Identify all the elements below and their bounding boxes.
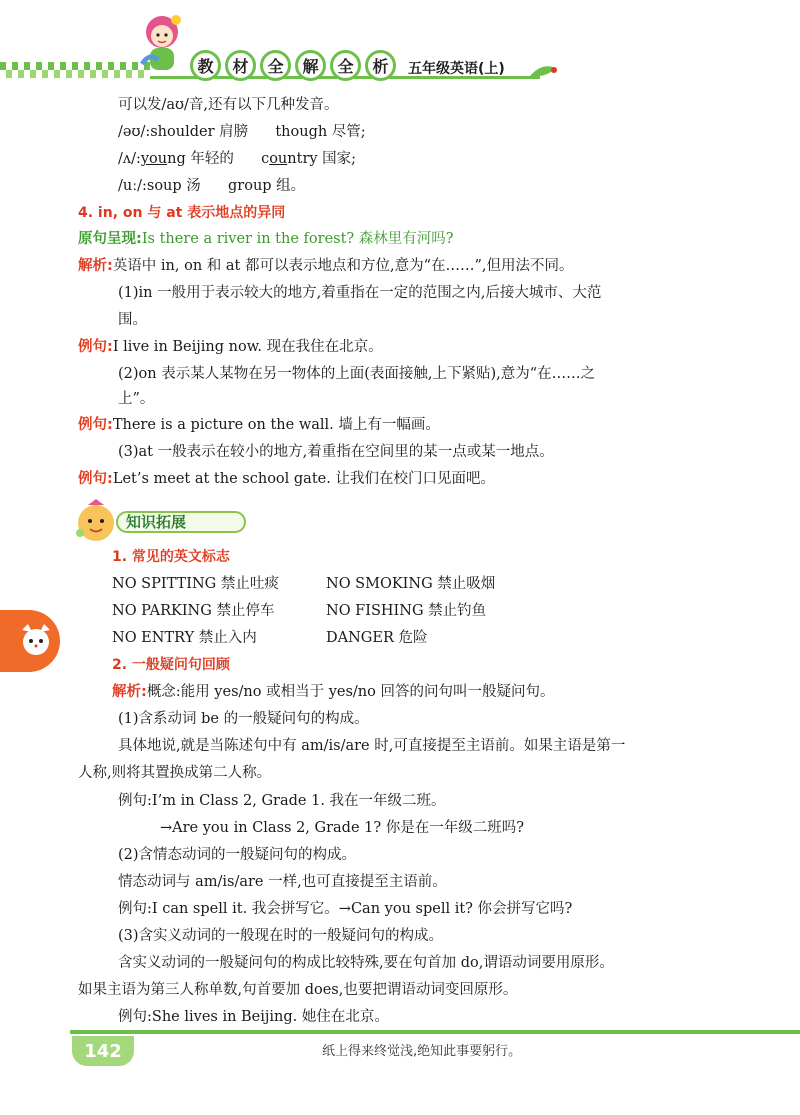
- phonetic-example: though 尽管;: [275, 124, 366, 140]
- example-label: 例句:: [78, 417, 113, 433]
- text-line: (2)含情态动词的一般疑问句的构成。: [118, 847, 357, 863]
- underlined-letters: you: [140, 151, 168, 167]
- analysis-text: 英语中 in, on 和 at 都可以表示地点和方位,意为“在……”,但用法不同。: [112, 258, 574, 274]
- example-text: There is a picture on the wall. 墙上有一幅画。: [112, 417, 440, 433]
- definition-line: [112, 681, 554, 703]
- title-char: 教: [190, 50, 221, 81]
- banner-title: 知识拓展: [126, 513, 187, 531]
- page-header: [0, 0, 800, 95]
- example-line: 例句:She lives in Beijing. 她住在北京。: [118, 1009, 389, 1025]
- example-line: 例句:I can spell it. 我会拼写它。→Can you spell it? 你会拼写它吗?: [118, 901, 573, 917]
- header-title: [190, 50, 396, 81]
- text-line: (1)含系动词 be 的一般疑问句的构成。: [118, 711, 369, 727]
- text-line: 可以发/aʊ/音,还有以下几种发音。: [118, 97, 339, 113]
- definition-text: 概念:能用 yes/no 或相当于 yes/no 回答的问句叫一般疑问句。: [146, 684, 555, 700]
- subsection-heading: 2. 一般疑问句回顾: [112, 657, 230, 673]
- knowledge-banner: [70, 497, 260, 545]
- original-label: 原句呈现:: [78, 231, 142, 247]
- example-line: 例句:I’m in Class 2, Grade 1. 我在一年级二班。: [118, 793, 446, 809]
- example-text: Let’s meet at the school gate. 让我们在校门口见面吧。: [112, 471, 495, 487]
- example-line: [78, 414, 440, 436]
- text-line: 围。: [118, 312, 147, 328]
- leaf-icon: [528, 60, 558, 80]
- phonetic-example: group 组。: [228, 178, 306, 194]
- example-label: 例句:: [78, 339, 113, 355]
- text-line: 上”。: [118, 391, 155, 407]
- text-line: (1)in 一般用于表示较大的地方,着重指在一定的范围之内,后接大城市、大范: [118, 285, 602, 301]
- sign-item: NO ENTRY 禁止入内: [112, 630, 257, 646]
- title-char: 解: [295, 50, 326, 81]
- text-line: 含实义动词的一般疑问句的构成比较特殊,要在句首加 do,谓语动词要用原形。: [118, 955, 614, 971]
- text-line: 具体地说,就是当陈述句中有 am/is/are 时,可直接提至主语前。如果主语是第一: [118, 738, 626, 754]
- word-start: c: [261, 151, 270, 167]
- page-number: 142: [72, 1036, 134, 1066]
- text-line: (3)含实义动词的一般现在时的一般疑问句的构成。: [118, 928, 444, 944]
- original-sentence: [78, 228, 454, 250]
- sign-item: DANGER 危险: [326, 630, 428, 646]
- text-line: (2)on 表示某人某物在另一物体的上面(表面接触,上下紧贴),意为“在……之: [118, 366, 596, 382]
- example-line: [78, 468, 495, 490]
- cat-face-icon: [18, 622, 54, 658]
- title-char: 析: [365, 50, 396, 81]
- example-text: I live in Beijing now. 现在我住在北京。: [112, 339, 383, 355]
- phonetic-example: /uː/:soup 汤: [118, 178, 201, 194]
- phonetic-symbol: /ʌ/:: [118, 151, 141, 167]
- phonetic-example: /əʊ/:shoulder 肩膀: [118, 124, 249, 140]
- text-line: [118, 148, 356, 170]
- text-line: 如果主语为第三人称单数,句首要加 does,也要把谓语动词变回原形。: [78, 982, 518, 998]
- sign-row: [112, 600, 486, 622]
- title-char: 材: [225, 50, 256, 81]
- sign-item: NO PARKING 禁止停车: [112, 603, 275, 619]
- word-rest: ntry 国家;: [287, 151, 357, 167]
- underlined-letters: ou: [269, 151, 288, 167]
- example-label: 例句:: [78, 471, 113, 487]
- word-rest: ng 年轻的: [167, 151, 234, 167]
- sign-row: [112, 627, 427, 649]
- section-heading: 4. in, on 与 at 表示地点的异同: [78, 205, 286, 221]
- analysis-label: 解析:: [112, 684, 147, 700]
- side-tab: [0, 610, 60, 672]
- text-line: [118, 175, 305, 197]
- footer-slogan: 纸上得来终觉浅,绝知此事要躬行。: [322, 1044, 522, 1059]
- text-line: (3)at 一般表示在较小的地方,着重指在空间里的某一点或某一地点。: [118, 444, 554, 460]
- example-line: [78, 336, 383, 358]
- girl-mascot-icon: [128, 8, 192, 86]
- grade-label: 五年级英语(上): [408, 61, 505, 77]
- analysis-line: [78, 255, 574, 277]
- original-text: Is there a river in the forest? 森林里有河吗?: [141, 231, 454, 247]
- sign-item: NO FISHING 禁止钓鱼: [326, 603, 487, 619]
- footer-rule: [70, 1030, 800, 1034]
- analysis-label: 解析:: [78, 258, 113, 274]
- example-line: →Are you in Class 2, Grade 1? 你是在一年级二班吗?: [160, 820, 525, 836]
- title-char: 全: [330, 50, 361, 81]
- text-line: 人称,则将其置换成第二人称。: [78, 765, 272, 781]
- title-char: 全: [260, 50, 291, 81]
- sign-item: NO SMOKING 禁止吸烟: [326, 576, 496, 592]
- sign-row: [112, 573, 495, 595]
- sign-item: NO SPITTING 禁止吐痰: [112, 576, 279, 592]
- text-line: 情态动词与 am/is/are 一样,也可直接提至主语前。: [118, 874, 447, 890]
- text-line: [118, 121, 366, 143]
- subsection-heading: 1. 常见的英文标志: [112, 549, 230, 565]
